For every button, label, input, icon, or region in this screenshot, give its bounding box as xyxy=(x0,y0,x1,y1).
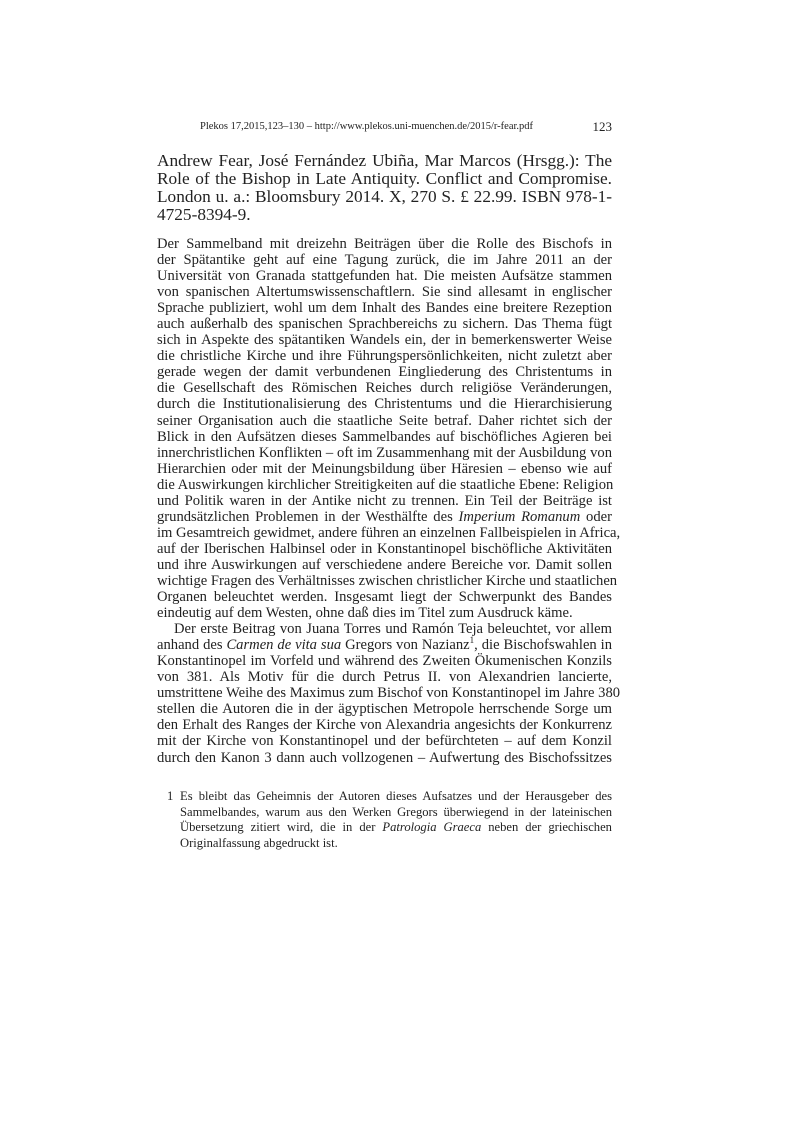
header-source: Plekos 17,2015,123–130 – http://www.plekos.uni-muenchen.de/2015/r-fear.pdf xyxy=(200,121,534,132)
text-line: von spanischen Altertumswissenschaftlern. Sie sind allesamt in englischer xyxy=(157,284,612,301)
text-line: Hierarchien oder mit der Meinungsbildung über Häresien – ebenso wie auf xyxy=(157,460,612,477)
text-line: eindeutig auf dem Westen, ohne daß dies im Titel zum Ausdruck käme. xyxy=(157,605,573,622)
text-line: der Spätantike geht auf eine Tagung zurück, die im Jahre 2011 an der xyxy=(157,252,612,269)
text-line: umstrittene Weihe des Maximus zum Bischof von Konstantinopel im Jahre 380 xyxy=(157,685,621,702)
review-title xyxy=(157,152,612,224)
body-text xyxy=(157,236,621,766)
footnote xyxy=(157,789,612,851)
text-line: Organen beleuchtet werden. Insgesamt liegt der Schwerpunkt des Bandes xyxy=(157,589,612,606)
text-line: und Politik waren in der Antike nicht zu trennen. Ein Teil der Beiträge ist xyxy=(157,492,612,509)
italic-term: Patrologia Graeca xyxy=(382,820,482,835)
text-line xyxy=(157,637,612,653)
text-line: Universität von Granada stattgefunden hat. Die meisten Aufsätze stammen xyxy=(157,268,612,285)
text-line xyxy=(157,509,612,525)
italic-term: Carmen de vita sua xyxy=(226,637,342,654)
text-line: durch den Kanon 3 dann auch vollzogenen – Aufwertung des Bischofssitzes xyxy=(157,749,612,766)
text-line: auf der Iberischen Halbinsel oder in Konstantinopel bischöfliche Aktivitäten xyxy=(157,540,612,557)
page-number: 123 xyxy=(592,119,612,134)
text-line: sich in Aspekte des spätantiken Wandels ein, der in bemerkenswerter Weise xyxy=(157,332,612,349)
text-line: Der Sammelband mit dreizehn Beiträgen über die Rolle des Bischofs in xyxy=(157,236,612,252)
text: grundsätzlichen Problemen in der Westhälfte des xyxy=(157,508,459,525)
text: neben der griechischen xyxy=(481,820,612,835)
text-line: die christliche Kirche und ihre Führungspersönlichkeiten, nicht zuletzt aber xyxy=(157,348,612,365)
text-line: Der erste Beitrag von Juana Torres und Ramón Teja beleuchtet, vor allem xyxy=(174,621,612,638)
text: Gregors von Nazianz xyxy=(341,637,470,654)
text-line: von 381. Als Motiv für die durch Petrus II. von Alexandrien lancierte, xyxy=(157,669,612,686)
text: anhand des xyxy=(157,637,227,654)
paragraph-1 xyxy=(157,236,621,622)
text-line: den Erhalt des Ranges der Kirche von Alexandria angesichts der Konkurrenz xyxy=(157,717,612,734)
footnote-line xyxy=(180,820,612,836)
text-line: Blick in den Aufsätzen dieses Sammelbandes auf bischöfliches Agieren bei xyxy=(157,428,612,445)
footnote-number: 1 xyxy=(167,789,174,803)
text: oder xyxy=(580,508,612,525)
text-line: wichtige Fragen des Verhältnisses zwischen christlicher Kirche und staatlichen xyxy=(157,572,618,589)
footnote-line: Es bleibt das Geheimnis der Autoren dieses Aufsatzes und der Herausgeber des xyxy=(180,789,612,803)
text-line: im Gesamtreich gewidmet, andere führen an einzelnen Fallbeispielen in Africa, xyxy=(157,524,621,541)
paragraph-2 xyxy=(157,621,621,766)
footnote-line: Originalfassung abgedruckt ist. xyxy=(180,835,338,850)
text-line: seiner Organisation auch die staatliche Seite betraf. Daher richtet sich der xyxy=(157,412,612,429)
text-line: Sprache publiziert, wohl um dem Inhalt des Bandes eine breitere Rezeption xyxy=(157,300,612,317)
text-line: die Auswirkungen kirchlicher Streitigkeiten auf die staatliche Ebene: Religion xyxy=(157,476,614,493)
italic-term: Imperium Romanum xyxy=(458,508,581,525)
text-line: die Gesellschaft des Römischen Reiches durch religiöse Veränderungen, xyxy=(157,380,612,397)
footnote-line: Sammelbandes, warum aus den Werken Gregors überwiegend in der lateinischen xyxy=(180,804,612,819)
text: , die Bischofswahlen in xyxy=(474,637,612,654)
title-line: 4725-8394-9. xyxy=(157,205,251,224)
text-line: mit der Kirche von Konstantinopel und der befürchteten – auf dem Konzil xyxy=(157,733,612,750)
text-line: und ihre Auswirkungen auf verschiedene andere Bereiche vor. Damit sollen xyxy=(157,556,612,573)
text: Übersetzung zitiert wird, die in der xyxy=(180,820,383,835)
text-line: stellen die Autoren die in der ägyptischen Metropole herrschende Sorge um xyxy=(157,701,612,718)
text-line: gerade wegen der damit verbundenen Eingliederung des Christentums in xyxy=(157,364,612,381)
footnote-ref[interactable]: 1 xyxy=(469,635,475,646)
text-line: innerchristlichen Konflikten – oft im Zusammenhang mit der Ausbildung von xyxy=(157,444,612,461)
text-line: auch außerhalb des spanischen Sprachbereichs zu sichern. Das Thema fügt xyxy=(157,316,612,333)
title-line: London u. a.: Bloomsbury 2014. X, 270 S. £ 22.99. ISBN 978-1- xyxy=(157,187,612,206)
title-line: Role of the Bishop in Late Antiquity. Conflict and Compromise. xyxy=(157,169,612,188)
text-line: Konstantinopel im Vorfeld und während des Zweiten Ökumenischen Konzils xyxy=(157,653,612,670)
text-line: durch die Institutionalisierung des Christentums und die Hierarchisierung xyxy=(157,396,612,413)
title-line: Andrew Fear, José Fernández Ubiña, Mar Marcos (Hrsgg.): The xyxy=(157,151,612,170)
